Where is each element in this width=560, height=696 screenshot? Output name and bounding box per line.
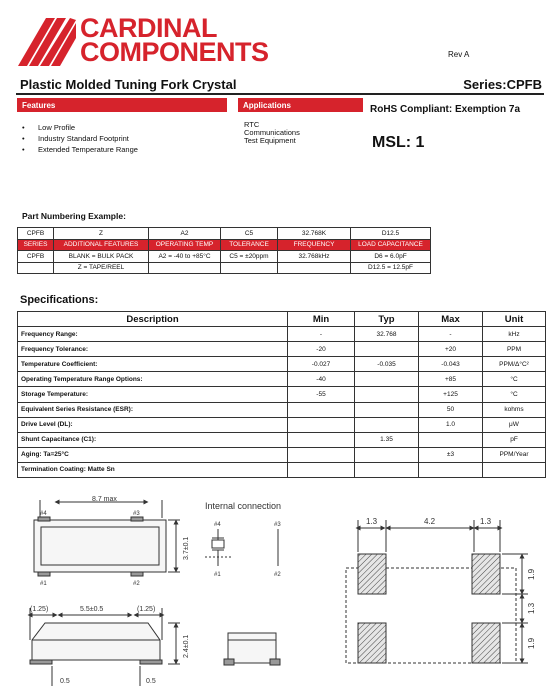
column-header: OPERATING TEMP xyxy=(149,239,221,251)
spec-description: Frequency Range: xyxy=(18,327,288,342)
company-logo xyxy=(18,13,280,68)
msl-rating: MSL: 1 xyxy=(372,134,425,151)
table-cell: Z xyxy=(54,228,149,240)
table-cell: D12.5 xyxy=(351,228,431,240)
spec-typ xyxy=(355,447,419,462)
column-header: LOAD CAPACITANCE xyxy=(351,239,431,251)
pad-dim-label: 1.3 xyxy=(480,517,492,526)
list-item: • Extended Temperature Range xyxy=(22,144,138,155)
table-row xyxy=(18,251,431,263)
spec-max: ±3 xyxy=(419,447,483,462)
specifications-table xyxy=(17,311,546,478)
pin-label: #3 xyxy=(274,522,281,528)
spec-typ: -0.035 xyxy=(355,357,419,372)
header-divider xyxy=(16,93,544,95)
spec-unit: °C xyxy=(483,372,546,387)
spec-min: - xyxy=(288,327,355,342)
table-row xyxy=(18,402,546,417)
spec-description: Termination Coating: Matte Sn xyxy=(18,462,288,477)
column-header: Min xyxy=(288,312,355,327)
list-item: • Industry Standard Footprint xyxy=(22,133,138,144)
spec-typ xyxy=(355,402,419,417)
part-numbering-title: Part Numbering Example: xyxy=(22,211,126,221)
spec-typ xyxy=(355,462,419,477)
series-title: Series:CPFB xyxy=(463,77,542,92)
column-header: Max xyxy=(419,312,483,327)
features-heading: Features xyxy=(17,98,227,112)
spec-max xyxy=(419,462,483,477)
table-cell: A2 xyxy=(149,228,221,240)
table-cell xyxy=(278,262,351,274)
spec-unit: PPM xyxy=(483,342,546,357)
spec-min xyxy=(288,462,355,477)
pin-label: #1 xyxy=(40,581,47,587)
spec-min xyxy=(288,432,355,447)
spec-typ xyxy=(355,342,419,357)
table-cell: A2 = -40 to +85°C xyxy=(149,251,221,263)
column-header: FREQUENCY xyxy=(278,239,351,251)
table-cell: Z = TAPE/REEL xyxy=(54,262,149,274)
table-row xyxy=(18,262,431,274)
spec-typ xyxy=(355,372,419,387)
pad-dim-label: 1.3 xyxy=(527,602,536,614)
pad-dim-label: 1.9 xyxy=(527,637,536,649)
table-header-row xyxy=(18,239,431,251)
table-row xyxy=(18,372,546,387)
pin-label: #4 xyxy=(40,511,47,517)
table-cell: CPFB xyxy=(18,228,54,240)
dim-lead-label: 0.5 xyxy=(146,678,156,685)
table-cell: C5 = ±20ppm xyxy=(221,251,278,263)
table-row xyxy=(18,228,431,240)
list-item: Test Equipment xyxy=(244,136,296,145)
table-cell: D6 = 6.0pF xyxy=(351,251,431,263)
spec-typ: 1.35 xyxy=(355,432,419,447)
land-pattern xyxy=(346,520,528,663)
column-header: SERIES xyxy=(18,239,54,251)
spec-max: 1.0 xyxy=(419,417,483,432)
table-row xyxy=(18,327,546,342)
spec-typ xyxy=(355,387,419,402)
spec-max: - xyxy=(419,327,483,342)
pad-dim-label: 1.9 xyxy=(527,568,536,580)
spec-max: +85 xyxy=(419,372,483,387)
spec-unit: μW xyxy=(483,417,546,432)
dim-length-label: 8.7 max xyxy=(92,496,117,503)
table-row xyxy=(18,447,546,462)
dim-label: (1.25) xyxy=(137,606,156,613)
table-row xyxy=(18,387,546,402)
spec-max xyxy=(419,432,483,447)
pin-label: #2 xyxy=(274,572,281,578)
spec-max: +20 xyxy=(419,342,483,357)
internal-connection-title: Internal connection xyxy=(205,501,282,511)
rohs-statement: RoHS Compliant: Exemption 7a xyxy=(370,104,521,115)
spec-unit: PPM/Δ°C² xyxy=(483,357,546,372)
internal-connection-schematic xyxy=(205,529,278,566)
pin-label: #2 xyxy=(133,581,140,587)
column-header: Description xyxy=(18,312,288,327)
column-header: ADDITIONAL FEATURES xyxy=(54,239,149,251)
list-item: • Low Profile xyxy=(22,122,138,133)
dim-thickness-label: 2.4±0.1 xyxy=(183,634,190,658)
spec-description: Operating Temperature Range Options: xyxy=(18,372,288,387)
spec-unit: kHz xyxy=(483,327,546,342)
column-header: TOLERANCE xyxy=(221,239,278,251)
spec-description: Equivalent Series Resistance (ESR): xyxy=(18,402,288,417)
spec-min xyxy=(288,417,355,432)
spec-max: -0.043 xyxy=(419,357,483,372)
applications-heading: Applications xyxy=(238,98,363,112)
spec-description: Drive Level (DL): xyxy=(18,417,288,432)
spec-unit: kohms xyxy=(483,402,546,417)
applications-list xyxy=(244,121,300,145)
top-view xyxy=(34,500,180,576)
spec-description: Storage Temperature: xyxy=(18,387,288,402)
dim-label: (1.25) xyxy=(30,606,49,613)
spec-min: -55 xyxy=(288,387,355,402)
logo-wordmark: CARDINAL COMPONENTS xyxy=(80,13,269,67)
spec-min: -40 xyxy=(288,372,355,387)
spec-max: +125 xyxy=(419,387,483,402)
table-cell: BLANK = BULK PACK xyxy=(54,251,149,263)
side-view xyxy=(30,608,180,686)
spec-unit: °C xyxy=(483,387,546,402)
spec-min xyxy=(288,402,355,417)
table-cell: C5 xyxy=(221,228,278,240)
table-cell xyxy=(18,262,54,274)
pin-label: #3 xyxy=(133,511,140,517)
table-row xyxy=(18,432,546,447)
dim-lead-label: 0.5 xyxy=(60,678,70,685)
spec-min xyxy=(288,447,355,462)
spec-unit: PPM/Year xyxy=(483,447,546,462)
spec-unit: pF xyxy=(483,432,546,447)
pad-dim-label: 4.2 xyxy=(424,517,436,526)
spec-max: 50 xyxy=(419,402,483,417)
dim-label: 5.5±0.5 xyxy=(80,606,104,613)
spec-min: -0.027 xyxy=(288,357,355,372)
table-cell xyxy=(149,262,221,274)
spec-description: Shunt Capacitance (C1): xyxy=(18,432,288,447)
spec-typ xyxy=(355,417,419,432)
table-row xyxy=(18,357,546,372)
specifications-title: Specifications: xyxy=(20,294,99,306)
dim-height-label: 3.7±0.1 xyxy=(183,536,190,560)
column-header: Unit xyxy=(483,312,546,327)
table-cell: CPFB xyxy=(18,251,54,263)
spec-unit xyxy=(483,462,546,477)
table-cell xyxy=(221,262,278,274)
list-item: RTC xyxy=(244,120,260,129)
spec-typ: 32.768 xyxy=(355,327,419,342)
spec-description: Aging: Ta=25°C xyxy=(18,447,288,462)
logo-stripes-icon xyxy=(18,18,76,66)
list-item: Communications xyxy=(244,128,300,137)
revision-label: Rev A xyxy=(448,50,470,59)
spec-description: Frequency Tolerance: xyxy=(18,342,288,357)
spec-description: Temperature Coefficient: xyxy=(18,357,288,372)
end-view xyxy=(224,633,280,665)
pin-label: #4 xyxy=(214,522,221,528)
table-row xyxy=(18,342,546,357)
table-row xyxy=(18,417,546,432)
mechanical-drawing xyxy=(0,490,560,696)
features-list xyxy=(22,122,138,155)
table-cell: D12.5 = 12.5pF xyxy=(351,262,431,274)
pad-dim-label: 1.3 xyxy=(366,517,378,526)
table-row xyxy=(18,462,546,477)
pin-label: #1 xyxy=(214,572,221,578)
part-numbering-table xyxy=(17,227,431,274)
table-header-row xyxy=(18,312,546,327)
table-cell: 32.768K xyxy=(278,228,351,240)
table-cell: 32.768kHz xyxy=(278,251,351,263)
document-title: Plastic Molded Tuning Fork Crystal xyxy=(20,77,237,92)
column-header: Typ xyxy=(355,312,419,327)
spec-min: -20 xyxy=(288,342,355,357)
